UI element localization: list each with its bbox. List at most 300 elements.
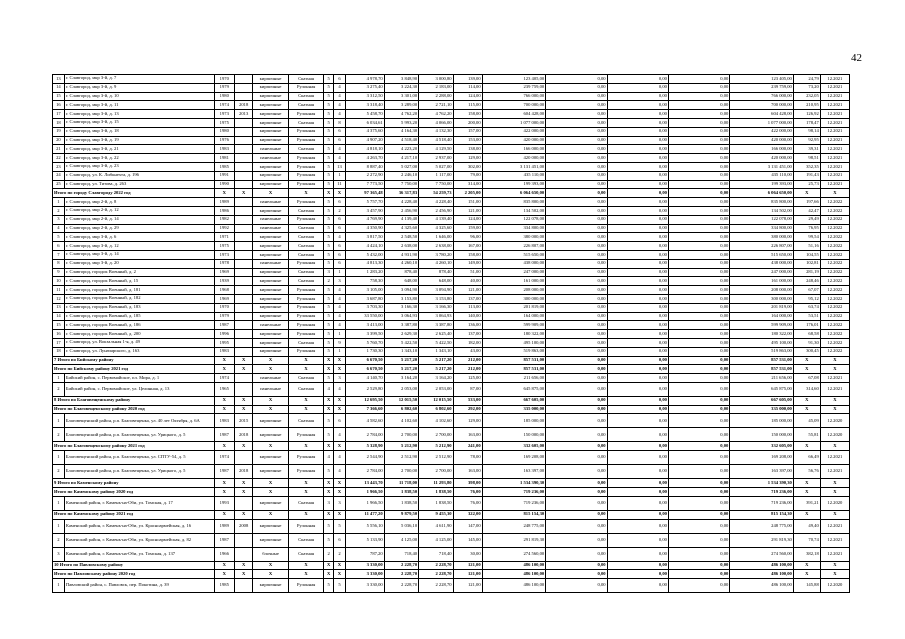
table-cell: Скатная bbox=[288, 414, 324, 428]
table-cell: 5 bbox=[324, 312, 334, 321]
table-cell: 0,00 bbox=[546, 547, 607, 561]
table-cell: 3 275,40 bbox=[345, 83, 384, 92]
total-label: Итого по Бийскому району 2021 год bbox=[53, 365, 215, 374]
table-cell: 878,40 bbox=[384, 268, 418, 277]
table-cell: 0,00 bbox=[668, 224, 729, 233]
table-cell: 5 027,00 bbox=[384, 162, 418, 171]
address-cell: г. Славгород, городок Военный, д. 182 bbox=[64, 294, 214, 303]
table-cell: 1965 bbox=[214, 382, 234, 396]
table-cell: 164 000,00 bbox=[482, 312, 546, 321]
table-cell: 40,00 bbox=[453, 277, 482, 286]
table-cell: 0,00 bbox=[668, 356, 729, 365]
table-cell: 12.2022 bbox=[820, 259, 849, 268]
table-cell: 43,00 bbox=[453, 347, 482, 356]
table-cell: 352,35 bbox=[793, 162, 820, 171]
table-cell: 0,00 bbox=[607, 110, 668, 119]
table-cell: 136,00 bbox=[453, 321, 482, 330]
table-cell: 25 bbox=[53, 180, 65, 189]
table-cell: 12.2022 bbox=[820, 312, 849, 321]
table-cell: 300 000,00 bbox=[482, 294, 546, 303]
table-cell: X bbox=[793, 396, 820, 405]
table-cell: кирпичные bbox=[253, 579, 289, 593]
table-cell: 2 228,70 bbox=[419, 579, 453, 593]
table-cell: 1 343,10 bbox=[419, 347, 453, 356]
table-cell: 0,00 bbox=[668, 561, 729, 570]
table-cell: 199 393,00 bbox=[730, 180, 794, 189]
table-cell: 0,00 bbox=[668, 180, 729, 189]
table-cell: 0,00 bbox=[607, 127, 668, 136]
table-cell bbox=[235, 321, 253, 330]
table-cell: X bbox=[324, 405, 334, 414]
table-cell: 55,81 bbox=[793, 428, 820, 442]
address-cell: г. Славгород, мкр 3-й, д. 14 bbox=[64, 250, 214, 259]
table-cell: 15 bbox=[53, 92, 65, 101]
table-cell: X bbox=[214, 396, 234, 405]
table-cell: кирпичные bbox=[253, 330, 289, 339]
table-row bbox=[53, 579, 850, 593]
table-cell: 0,00 bbox=[668, 110, 729, 119]
table-cell: 604 428,00 bbox=[730, 110, 794, 119]
table-cell: 8 887,40 bbox=[345, 162, 384, 171]
table-cell: 0,00 bbox=[607, 428, 668, 442]
table-cell: 4 bbox=[53, 224, 65, 233]
table-cell: 5 bbox=[324, 303, 334, 312]
table-cell: 4 bbox=[334, 145, 346, 154]
table-cell: Скатная bbox=[288, 382, 324, 396]
table-row bbox=[53, 259, 850, 268]
table-cell: 857 531,00 bbox=[730, 365, 794, 374]
table-cell: 3 bbox=[53, 547, 65, 561]
table-cell: 3 bbox=[324, 496, 334, 510]
table-cell: X bbox=[820, 570, 849, 579]
table-cell: 0,00 bbox=[607, 286, 668, 295]
address-cell: г. Славгород, городок Военный, д. 183 bbox=[64, 303, 214, 312]
table-cell: 3 780,20 bbox=[419, 250, 453, 259]
table-cell: X bbox=[235, 442, 253, 451]
table-cell: 12.2020 bbox=[820, 414, 849, 428]
table-cell: 0,00 bbox=[607, 547, 668, 561]
table-cell: 0,00 bbox=[546, 365, 607, 374]
table-cell: 0,00 bbox=[668, 365, 729, 374]
table-cell: 0,00 bbox=[607, 451, 668, 465]
address-cell: Благовещенский район, р.п. Благовещенка, ул. Урицкого, д. 5 bbox=[64, 465, 214, 479]
table-cell: 6 bbox=[334, 127, 346, 136]
table-cell: 3 387,80 bbox=[384, 321, 418, 330]
table-cell: 5 bbox=[324, 206, 334, 215]
table-cell: 0,00 bbox=[546, 83, 607, 92]
table-cell: Рулонная bbox=[288, 579, 324, 593]
table-cell: 718,40 bbox=[419, 547, 453, 561]
table-cell: 6 034,61 bbox=[345, 118, 384, 127]
housing-repair-table bbox=[52, 74, 850, 593]
table-cell: 8 bbox=[334, 118, 346, 127]
table-cell: 2 bbox=[53, 533, 65, 547]
table-cell: 519 863,00 bbox=[482, 347, 546, 356]
table-cell: 1979 bbox=[214, 312, 234, 321]
table-cell: X bbox=[235, 510, 253, 519]
table-cell: 0,00 bbox=[607, 382, 668, 396]
table-cell: 0,00 bbox=[668, 510, 729, 519]
table-cell: 3 330,00 bbox=[345, 570, 384, 579]
table-cell: 12.2021 bbox=[820, 101, 849, 110]
table-cell: 2 700,00 bbox=[419, 465, 453, 479]
table-cell: 4 931,90 bbox=[384, 250, 418, 259]
table-cell: Скатная bbox=[288, 547, 324, 561]
table-cell: Рулонная bbox=[288, 286, 324, 295]
table-cell: 182,00 bbox=[453, 338, 482, 347]
table-cell: 398,00 bbox=[453, 479, 482, 488]
table-row bbox=[53, 92, 850, 101]
address-cell: г. Славгород, мкр 2-й, д. 8 bbox=[64, 198, 214, 207]
table-cell: X bbox=[288, 570, 324, 579]
table-cell: X bbox=[334, 189, 346, 198]
table-cell: 5 036,10 bbox=[384, 519, 418, 533]
table-row bbox=[53, 110, 850, 119]
table-cell: кирпичные bbox=[253, 180, 289, 189]
table-cell: 163,00 bbox=[453, 428, 482, 442]
table-cell: 700 000,00 bbox=[730, 101, 794, 110]
table-cell: 0,00 bbox=[607, 365, 668, 374]
table-cell: 4 bbox=[324, 382, 334, 396]
table-cell: 42,47 bbox=[793, 206, 820, 215]
table-cell: 1974 bbox=[214, 451, 234, 465]
table-cell: 0,00 bbox=[668, 382, 729, 396]
table-cell: 33 550,00 bbox=[345, 312, 384, 321]
table-cell: 2 456,90 bbox=[419, 206, 453, 215]
table-cell: панельные bbox=[253, 154, 289, 163]
table-cell: 4 325,60 bbox=[384, 224, 418, 233]
table-cell: 124,00 bbox=[453, 215, 482, 224]
table-cell: кирпичные bbox=[253, 465, 289, 479]
table-cell: 0,00 bbox=[546, 189, 607, 198]
table-cell: 12.2022 bbox=[820, 233, 849, 242]
table-cell: 391,21 bbox=[793, 496, 820, 510]
table-cell: X bbox=[214, 405, 234, 414]
table-cell: 4 125,00 bbox=[419, 533, 453, 547]
table-cell: 332 605,00 bbox=[482, 442, 546, 451]
table-cell: 12.2020 bbox=[820, 496, 849, 510]
table-row bbox=[53, 277, 850, 286]
address-cell: Благовещенский район, р.п. Благовещенка, ул. СПТУ-54, д. 5 bbox=[64, 451, 214, 465]
table-cell: 0,00 bbox=[668, 162, 729, 171]
table-cell: 1 bbox=[53, 414, 65, 428]
table-cell: 4 228,40 bbox=[384, 198, 418, 207]
table-cell: панельные bbox=[253, 382, 289, 396]
address-cell: г. Славгород, мкр 2-й, д. 29 bbox=[64, 224, 214, 233]
table-cell: 4 139,40 bbox=[419, 215, 453, 224]
table-cell: 161 000,00 bbox=[730, 277, 794, 286]
table-cell: 0,00 bbox=[546, 321, 607, 330]
address-cell: г. Славгород, мкр 3-й, д. 20 bbox=[64, 259, 214, 268]
table-cell bbox=[235, 83, 253, 92]
table-row bbox=[53, 224, 850, 233]
table-cell: 1 bbox=[334, 171, 346, 180]
table-cell: 115,00 bbox=[453, 101, 482, 110]
table-cell: 11 477,20 bbox=[345, 510, 384, 519]
total-row bbox=[53, 405, 850, 414]
table-cell: 5 bbox=[324, 330, 334, 339]
table-cell: Рулонная bbox=[288, 154, 324, 163]
table-cell: 0,00 bbox=[546, 215, 607, 224]
table-cell: 0,00 bbox=[668, 294, 729, 303]
table-cell: 0,00 bbox=[607, 162, 668, 171]
table-cell bbox=[235, 198, 253, 207]
table-row bbox=[53, 451, 850, 465]
table-cell: 4 260,10 bbox=[419, 259, 453, 268]
table-cell: 5 bbox=[324, 180, 334, 189]
table-cell: 6 bbox=[334, 224, 346, 233]
table-cell bbox=[235, 277, 253, 286]
table-cell: Рулонная bbox=[288, 465, 324, 479]
table-row bbox=[53, 338, 850, 347]
table-cell: 1990 bbox=[214, 180, 234, 189]
table-cell: 0,00 bbox=[607, 198, 668, 207]
table-cell: 0,00 bbox=[607, 321, 668, 330]
table-cell: 1985 bbox=[214, 579, 234, 593]
table-cell: 0,00 bbox=[607, 118, 668, 127]
table-cell: 1 838,50 bbox=[384, 488, 418, 497]
table-cell: 0,00 bbox=[607, 250, 668, 259]
table-cell: 4 375,60 bbox=[345, 127, 384, 136]
table-cell: кирпичные bbox=[253, 83, 289, 92]
table-cell: 2 228,70 bbox=[384, 570, 418, 579]
table-cell: 104,55 bbox=[793, 250, 820, 259]
table-row bbox=[53, 374, 850, 383]
table-cell: 3 166,30 bbox=[419, 303, 453, 312]
table-cell: 12.2022 bbox=[820, 206, 849, 215]
table-cell: 0,00 bbox=[668, 519, 729, 533]
table-cell bbox=[235, 118, 253, 127]
table-cell: 149,00 bbox=[453, 259, 482, 268]
table-cell: 1987 bbox=[214, 465, 234, 479]
table-cell: 322,00 bbox=[453, 510, 482, 519]
table-cell: 123 405,00 bbox=[730, 75, 794, 84]
table-cell: 0,00 bbox=[607, 294, 668, 303]
table-cell: X bbox=[288, 365, 324, 374]
table-cell: 0,00 bbox=[668, 451, 729, 465]
table-cell: 5 217,20 bbox=[419, 365, 453, 374]
table-cell: 208 000,00 bbox=[730, 286, 794, 295]
table-cell: X bbox=[253, 189, 289, 198]
table-cell: 11 718,00 bbox=[384, 479, 418, 488]
table-cell: 3 164,20 bbox=[384, 374, 418, 383]
table-cell: 97 365,48 bbox=[345, 189, 384, 198]
table-cell: 5 328,90 bbox=[345, 442, 384, 451]
table-cell: 12.2021 bbox=[820, 382, 849, 396]
table-cell: X bbox=[288, 442, 324, 451]
table-cell: 0,00 bbox=[546, 294, 607, 303]
table-cell: 17 bbox=[53, 110, 65, 119]
table-cell: 0,00 bbox=[546, 330, 607, 339]
table-cell: 1983 bbox=[214, 145, 234, 154]
table-row bbox=[53, 312, 850, 321]
table-row bbox=[53, 414, 850, 428]
table-cell: 114,00 bbox=[453, 83, 482, 92]
table-cell: 0,00 bbox=[668, 198, 729, 207]
table-cell: 0,00 bbox=[607, 224, 668, 233]
table-cell: 0,00 bbox=[668, 268, 729, 277]
table-cell: 12.2022 bbox=[820, 277, 849, 286]
table-cell: 1 bbox=[53, 451, 65, 465]
table-cell: 332 605,00 bbox=[730, 442, 794, 451]
table-row bbox=[53, 171, 850, 180]
table-cell: X bbox=[235, 570, 253, 579]
table-cell bbox=[235, 180, 253, 189]
address-cell: г. Славгород, мкр 3-й, д. 23 bbox=[64, 162, 214, 171]
table-cell bbox=[235, 547, 253, 561]
table-cell: 0,00 bbox=[607, 465, 668, 479]
table-cell: 420 000,00 bbox=[482, 154, 546, 163]
table-cell: 2 625,40 bbox=[419, 330, 453, 339]
address-cell: Каменский район, г. Камень-на-Оби, ул. Красноармейская, д. 82 bbox=[64, 533, 214, 547]
table-cell bbox=[235, 145, 253, 154]
table-cell: 0,00 bbox=[668, 374, 729, 383]
table-cell: X bbox=[334, 442, 346, 451]
table-cell: 1969 bbox=[214, 294, 234, 303]
table-cell: 0,00 bbox=[546, 570, 607, 579]
total-label: Итого по Благовещенскому району 2021 год bbox=[53, 442, 215, 451]
table-row bbox=[53, 547, 850, 561]
table-cell: 515 650,00 bbox=[730, 250, 794, 259]
table-cell: 0,00 bbox=[546, 561, 607, 570]
table-cell: 0,00 bbox=[607, 533, 668, 547]
table-row bbox=[53, 428, 850, 442]
table-cell: 2 228,70 bbox=[419, 570, 453, 579]
table-cell: 300,45 bbox=[793, 347, 820, 356]
table-cell: 12.2021 bbox=[820, 519, 849, 533]
table-cell: 67,08 bbox=[793, 374, 820, 383]
address-cell: г. Славгород, мкр 3-й, д. 18 bbox=[64, 127, 214, 136]
table-cell: 96,00 bbox=[453, 233, 482, 242]
table-cell: 2 bbox=[53, 465, 65, 479]
table-cell: 5 bbox=[324, 579, 334, 593]
table-cell: 76,00 bbox=[453, 496, 482, 510]
table-cell: 1971 bbox=[214, 233, 234, 242]
table-cell: 12.2021 bbox=[820, 451, 849, 465]
table-cell: 5 bbox=[324, 118, 334, 127]
table-cell: панельные bbox=[253, 321, 289, 330]
table-cell: 2 784,00 bbox=[345, 465, 384, 479]
table-cell: 0,00 bbox=[607, 510, 668, 519]
table-cell: 5 bbox=[324, 92, 334, 101]
table-cell: 4 139,40 bbox=[384, 215, 418, 224]
table-cell: 2 700,00 bbox=[419, 428, 453, 442]
table-cell: 302,00 bbox=[453, 162, 482, 171]
table-cell: 0,00 bbox=[546, 233, 607, 242]
table-cell: 1975 bbox=[214, 118, 234, 127]
table-cell bbox=[235, 330, 253, 339]
table-cell: 201 819,00 bbox=[730, 303, 794, 312]
table-cell: 29,49 bbox=[793, 215, 820, 224]
table-cell: 17 bbox=[53, 338, 65, 347]
table-cell: 180 322,00 bbox=[730, 330, 794, 339]
table-cell bbox=[235, 154, 253, 163]
table-cell: 121,00 bbox=[453, 579, 482, 593]
table-cell: 486 100,00 bbox=[482, 579, 546, 593]
table-cell: 420 000,00 bbox=[482, 136, 546, 145]
table-cell: 0,00 bbox=[607, 268, 668, 277]
table-cell: 1966 bbox=[214, 547, 234, 561]
table-cell: Рулонная bbox=[288, 519, 324, 533]
table-cell bbox=[235, 233, 253, 242]
table-cell: 2 bbox=[334, 206, 346, 215]
table-cell: 438 000,00 bbox=[730, 259, 794, 268]
address-cell: Каменский район, г. Камень-на-Оби, ул. Томская, д. 137 bbox=[64, 547, 214, 561]
table-cell: 39,31 bbox=[793, 145, 820, 154]
table-cell: X bbox=[334, 561, 346, 570]
table-cell: 3 153,80 bbox=[384, 294, 418, 303]
table-cell: 291 819,30 bbox=[730, 533, 794, 547]
table-cell: 169 208,00 bbox=[482, 451, 546, 465]
table-cell: 1 117,00 bbox=[419, 171, 453, 180]
table-cell: 3 105,00 bbox=[345, 286, 384, 295]
table-cell: 12.2022 bbox=[820, 347, 849, 356]
table-cell: 0,00 bbox=[668, 242, 729, 251]
table-cell: X bbox=[820, 479, 849, 488]
table-cell: 0,00 bbox=[607, 396, 668, 405]
table-cell: 0,00 bbox=[546, 171, 607, 180]
table-cell: 1979 bbox=[214, 83, 234, 92]
table-cell: 2 bbox=[53, 428, 65, 442]
table-cell: 5 bbox=[334, 579, 346, 593]
table-cell: X bbox=[334, 396, 346, 405]
table-cell: 1 730,30 bbox=[345, 347, 384, 356]
table-cell: 163 397,00 bbox=[730, 465, 794, 479]
table-cell: Рулонная bbox=[288, 312, 324, 321]
page-number: 42 bbox=[851, 52, 862, 64]
table-cell: 24,79 bbox=[793, 75, 820, 84]
table-cell bbox=[235, 312, 253, 321]
table-cell: 1989 bbox=[214, 519, 234, 533]
table-cell: 12.2022 bbox=[820, 215, 849, 224]
table-cell: 180 322,00 bbox=[482, 330, 546, 339]
address-cell: г. Славгород, мкр 3-й, д. 10 bbox=[64, 92, 214, 101]
table-cell: Скатная bbox=[288, 101, 324, 110]
table-cell: 2 700,00 bbox=[384, 428, 418, 442]
table-cell: 67,07 bbox=[793, 286, 820, 295]
table-cell: 0,00 bbox=[668, 533, 729, 547]
total-row bbox=[53, 479, 850, 488]
table-cell: кирпичные bbox=[253, 250, 289, 259]
table-cell: 599 909,00 bbox=[730, 321, 794, 330]
table-cell: 248 775,00 bbox=[482, 519, 546, 533]
table-cell: X bbox=[334, 479, 346, 488]
table-cell: 5 027,00 bbox=[419, 162, 453, 171]
table-cell: 2 512,90 bbox=[384, 451, 418, 465]
table-cell: 121,00 bbox=[453, 570, 482, 579]
table-cell: 335 000,00 bbox=[730, 405, 794, 414]
table-cell: 13 bbox=[53, 75, 65, 84]
table-cell: 4 bbox=[334, 110, 346, 119]
table-cell: X bbox=[820, 396, 849, 405]
table-cell: 166 000,00 bbox=[482, 145, 546, 154]
table-cell: X bbox=[214, 189, 234, 198]
table-cell: 0,00 bbox=[607, 561, 668, 570]
table-cell: 2 512,90 bbox=[419, 451, 453, 465]
table-cell: 857 531,00 bbox=[482, 365, 546, 374]
table-cell: 0,00 bbox=[546, 312, 607, 321]
table-cell: X bbox=[793, 488, 820, 497]
table-cell: 0,00 bbox=[607, 519, 668, 533]
table-row bbox=[53, 206, 850, 215]
total-row bbox=[53, 396, 850, 405]
table-cell: 0,00 bbox=[546, 382, 607, 396]
table-cell: Рулонная bbox=[288, 321, 324, 330]
table-cell: 6 bbox=[334, 259, 346, 268]
table-cell: 0,00 bbox=[607, 277, 668, 286]
table-cell: 0,00 bbox=[546, 180, 607, 189]
table-cell: 766 000,00 bbox=[482, 92, 546, 101]
